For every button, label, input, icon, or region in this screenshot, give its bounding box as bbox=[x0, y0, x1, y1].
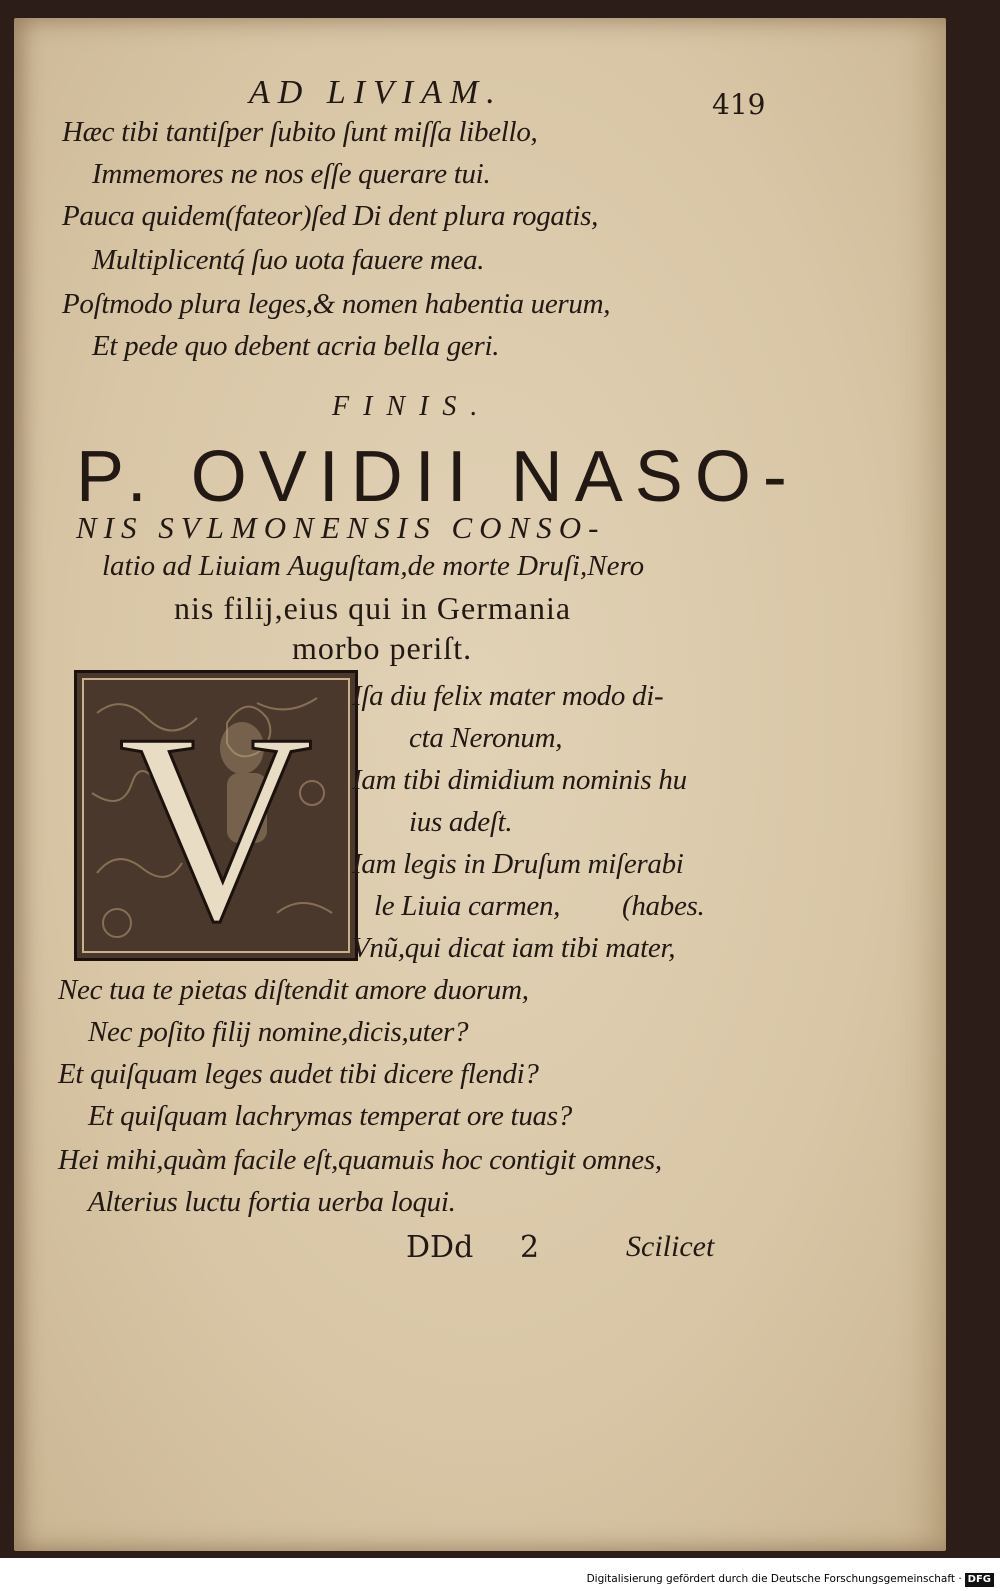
verse-line: Hæc tibi tantiſper ſubito ſunt miſſa libello, bbox=[62, 116, 538, 148]
signature-mark: DDd bbox=[406, 1230, 474, 1265]
verse-line: Vnũ,qui dicat iam tibi mater, bbox=[352, 932, 676, 964]
verse-line: Multiplicentq́ ſuo uota fauere mea. bbox=[92, 244, 485, 276]
verse-line: cta Neronum, bbox=[409, 722, 563, 754]
title-line-3: latio ad Liuiam Auguſtam,de morte Druſi,Nero bbox=[102, 550, 645, 582]
footer-text: Digitalisierung gefördert durch die Deutsche Forschungsgemeinschaft · bbox=[586, 1573, 962, 1585]
verse-line: Hei mihi,quàm facile eſt,quamuis hoc contigit omnes, bbox=[58, 1144, 662, 1176]
verse-line: ius adeſt. bbox=[409, 806, 513, 838]
catchword: Scilicet bbox=[626, 1230, 715, 1263]
verse-line: le Liuia carmen, bbox=[374, 890, 561, 922]
verse-line: Iam tibi dimidium nominis hu bbox=[352, 764, 687, 796]
verse-line: Et quiſquam lachrymas temperat ore tuas? bbox=[88, 1100, 572, 1132]
verse-line: Nec poſito filij nomine,dicis,uter? bbox=[88, 1016, 469, 1048]
verse-line: Et quiſquam leges audet tibi dicere flendi? bbox=[58, 1058, 539, 1090]
book-page bbox=[14, 18, 946, 1551]
verse-line: Nec tua te pietas diſtendit amore duorum, bbox=[58, 974, 529, 1006]
woodcut-initial bbox=[77, 673, 355, 958]
decorated-initial-image bbox=[74, 670, 358, 961]
initial-letter: V bbox=[118, 678, 314, 958]
digitization-footer bbox=[587, 1572, 994, 1586]
title-line-2: NIS SVLMONENSIS CONSO- bbox=[76, 510, 606, 545]
running-head: AD LIVIAM. bbox=[249, 74, 503, 111]
verse-line: Alterius luctu fortia uerba loqui. bbox=[88, 1186, 456, 1218]
verse-line: Et pede quo debent acria bella geri. bbox=[92, 330, 500, 362]
verse-line: Pauca quidem(fateor)ſed Di dent plura rogatis, bbox=[62, 200, 599, 232]
signature-number: 2 bbox=[520, 1230, 540, 1265]
title-line-5: morbo periſt. bbox=[292, 630, 473, 666]
verse-line: Iam legis in Druſum miſerabi bbox=[352, 848, 684, 880]
verse-line: Poſtmodo plura leges,& nomen habentia uerum, bbox=[62, 288, 611, 320]
verse-line: (habes. bbox=[622, 890, 705, 922]
verse-line: Immemores ne nos eſſe querare tui. bbox=[92, 158, 491, 190]
verse-line: Iſa diu felix mater modo di- bbox=[352, 680, 664, 712]
page-number: 419 bbox=[712, 88, 766, 121]
title-line-4: nis filij,eius qui in Germania bbox=[174, 590, 572, 626]
finis-label: FINIS. bbox=[332, 391, 492, 422]
title-line-1: P. OVIDII NASO- bbox=[76, 437, 799, 517]
dfg-logo: DFG bbox=[965, 1573, 994, 1587]
